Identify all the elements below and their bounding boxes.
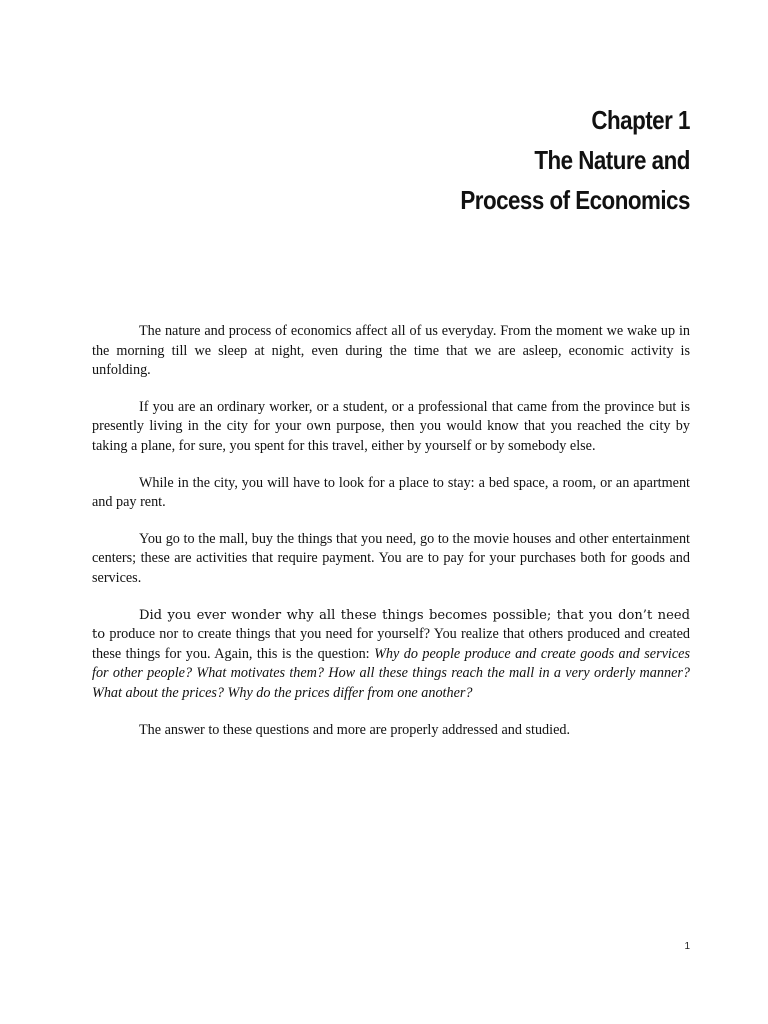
paragraph-2: If you are an ordinary worker, or a student, or a professional that came from the province but is presently living in the city for your own purpose, then you would know that you reached the city by taking a plane, for sure, you spent for this travel, either by yourself or by somebody else. [92,398,690,454]
paragraph-6: The answer to these questions and more are properly addressed and studied. [139,721,571,738]
paragraph-3: While in the city, you will have to look for a place to stay: a bed space, a room, or an apartment and pay rent. [92,474,690,511]
paragraph-1: The nature and process of economics affect all of us everyday. From the moment we wake up in the morning till we sleep at night, even during the time that we are asleep, economic activity is unfolding. [92,323,690,379]
paragraph-5-body: produce nor to create things that you need for yourself? You realize that others produced and created these things for you. Again, this is the question: [92,626,690,662]
chapter-title-line-2: Process of Economics [460,185,690,215]
paragraph-5-questions: Why do people produce and create goods and services for other people? What motivates them? How all these things reach the mall in a very orderly manner? What about the prices? Why do the prices differ from one another? [92,645,690,701]
page-number: 1 [684,941,690,952]
chapter-number: Chapter 1 [591,105,690,135]
paragraph-4: You go to the mall, buy the things that you need, go to the movie houses and other entertainment centers; these are activities that require payment. You are to pay for your purchases both for goods and services. [92,530,690,586]
chapter-heading [460,100,690,220]
paragraph-5-opening: Did you ever wonder why all these things becomes possible; that you don’t need to [92,607,690,643]
chapter-title-line-1: The Nature and [534,145,690,175]
body-text [92,322,690,757]
paragraph-5 [92,606,690,704]
